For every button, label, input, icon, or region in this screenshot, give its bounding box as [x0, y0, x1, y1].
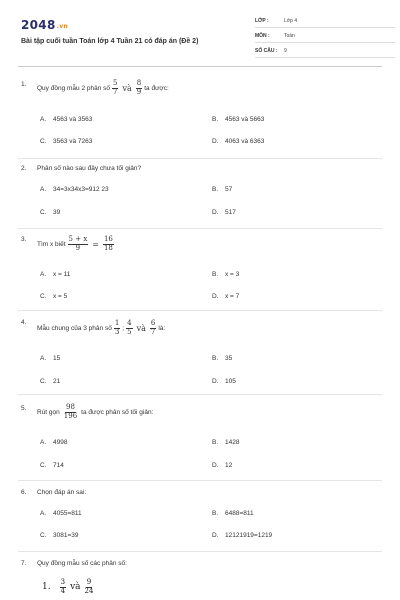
option-a[interactable] — [40, 510, 82, 517]
fraction-numerator: 98 — [66, 403, 75, 411]
question-divider — [18, 480, 382, 481]
meta-class — [255, 15, 395, 28]
fraction-denominator: 9 — [75, 243, 81, 252]
fraction — [85, 579, 94, 595]
fraction-denominator: 196 — [63, 411, 78, 420]
fraction-denominator: 18 — [103, 243, 113, 252]
sub-question-label: 1. — [42, 582, 51, 592]
option-d[interactable] — [212, 462, 232, 469]
fraction-numerator: 3 — [60, 578, 66, 586]
option-text: x = 5 — [53, 293, 68, 300]
fraction-numerator: 6 — [150, 319, 156, 327]
option-a[interactable] — [40, 271, 70, 278]
option-letter: D. — [212, 293, 219, 300]
option-text: 4063 và 6363 — [225, 138, 265, 145]
conjunction: và — [136, 323, 146, 333]
option-c[interactable] — [40, 209, 60, 216]
logo-text: 2048 — [21, 18, 56, 32]
question-text-before: Mẫu chung của 3 phân số — [37, 324, 112, 332]
fraction — [136, 80, 142, 96]
conjunction: và — [70, 582, 81, 592]
meta-count — [255, 45, 395, 58]
question-3 — [18, 230, 382, 310]
fraction-numerator: 5 + x — [68, 235, 88, 243]
option-letter: D. — [212, 138, 219, 145]
option-text: 714 — [53, 462, 64, 469]
question-text-before: Tìm x biết — [37, 240, 66, 248]
question-number: 1. — [21, 81, 27, 88]
question-text-after: là: — [158, 324, 166, 332]
separator: ; — [122, 324, 125, 332]
question-divider — [18, 228, 382, 229]
fraction-denominator: 7 — [150, 327, 156, 336]
option-b[interactable] — [212, 439, 239, 446]
sub-question-1 — [42, 579, 95, 595]
option-b[interactable] — [212, 186, 232, 193]
option-c[interactable] — [40, 293, 67, 300]
option-letter: B. — [212, 271, 219, 278]
option-letter: D. — [212, 378, 219, 385]
meta-subject-value: Toán — [284, 33, 295, 39]
option-text: 1428 — [225, 439, 240, 446]
option-text: x = 3 — [225, 271, 240, 278]
fraction — [114, 320, 120, 336]
header-divider — [18, 66, 382, 67]
question-number: 4. — [21, 319, 27, 326]
fraction-denominator: 9 — [136, 87, 142, 96]
option-text: 12 — [225, 462, 233, 469]
fraction-denominator: 24 — [84, 586, 94, 595]
option-text: 3563 và 7263 — [53, 138, 93, 145]
meta-subject — [255, 30, 395, 43]
option-text: x = 11 — [53, 271, 71, 278]
meta-count-label: SỐ CÂU : — [255, 48, 278, 54]
fraction — [112, 80, 118, 96]
option-d[interactable] — [212, 138, 264, 145]
question-text — [37, 404, 153, 420]
fraction-denominator: 4 — [60, 586, 66, 595]
question-divider — [18, 394, 382, 395]
option-b[interactable] — [212, 271, 239, 278]
option-letter: B. — [212, 439, 219, 446]
conjunction: và — [122, 83, 132, 93]
option-letter: C. — [40, 532, 47, 539]
equals-sign: = — [92, 239, 99, 249]
option-b[interactable] — [212, 510, 254, 517]
option-text: 4563 và 3563 — [53, 116, 93, 123]
document-title: Bài tập cuối tuần Toán lớp 4 Tuần 21 có đáp án (Đề 2) — [21, 38, 199, 45]
option-letter: C. — [40, 462, 47, 469]
question-divider — [18, 551, 382, 552]
question-number: 7. — [21, 560, 27, 567]
question-4 — [18, 312, 382, 394]
question-text — [37, 80, 169, 96]
option-letter: C. — [40, 378, 47, 385]
option-letter: B. — [212, 510, 219, 517]
document-header — [18, 14, 382, 66]
question-5 — [18, 396, 382, 480]
fraction-numerator: 9 — [86, 578, 92, 586]
option-text: 15 — [53, 355, 61, 362]
option-text: 4998 — [53, 439, 68, 446]
option-letter: A. — [40, 271, 47, 278]
option-a[interactable] — [40, 116, 92, 123]
question-7 — [18, 553, 382, 599]
option-text: 35 — [225, 355, 233, 362]
question-text — [37, 320, 165, 336]
option-letter: A. — [40, 439, 47, 446]
meta-count-value: 9 — [284, 48, 287, 54]
question-text-after: ta được phân số tối giản: — [81, 408, 154, 416]
option-b[interactable] — [212, 116, 264, 123]
fraction-denominator: 3 — [114, 327, 120, 336]
option-text: 3081=39 — [53, 532, 79, 539]
option-d[interactable] — [212, 532, 272, 539]
option-d[interactable] — [212, 209, 236, 216]
option-letter: A. — [40, 186, 47, 193]
option-text: 57 — [225, 186, 233, 193]
fraction — [126, 320, 132, 336]
meta-class-value: Lớp 4 — [284, 18, 298, 24]
fraction-numerator: 8 — [136, 79, 142, 87]
question-divider — [18, 310, 382, 311]
question-6 — [18, 482, 382, 552]
option-letter: C. — [40, 138, 47, 145]
option-a[interactable] — [40, 186, 109, 193]
fraction-numerator: 16 — [103, 235, 113, 243]
question-divider — [18, 158, 382, 159]
option-text: 4563 và 5663 — [225, 116, 265, 123]
option-d[interactable] — [212, 378, 236, 385]
fraction-numerator: 4 — [127, 319, 132, 327]
fraction — [103, 236, 114, 252]
meta-class-label: LỚP : — [255, 18, 269, 24]
question-text — [37, 236, 116, 252]
fraction-numerator: 5 — [113, 79, 118, 87]
option-letter: B. — [212, 355, 219, 362]
question-number: 3. — [21, 236, 27, 243]
option-letter: A. — [40, 510, 47, 517]
fraction-denominator: 7 — [113, 87, 118, 96]
option-letter: A. — [40, 355, 47, 362]
question-text-before: Quy đồng mẫu 2 phân số — [37, 84, 110, 92]
option-a[interactable] — [40, 439, 67, 446]
option-text: x = 7 — [225, 293, 240, 300]
option-text: 34=3x34x3=912 23 — [53, 186, 109, 193]
option-c[interactable] — [40, 138, 92, 145]
fraction-numerator: 1 — [114, 319, 120, 327]
question-1 — [18, 76, 382, 158]
option-letter: C. — [40, 209, 47, 216]
option-text: 12121919=1219 — [225, 532, 273, 539]
option-text: 39 — [53, 209, 61, 216]
option-b[interactable] — [212, 355, 232, 362]
question-text: Phân số nào sau đây chưa tối giản? — [37, 165, 142, 172]
option-text: 517 — [225, 209, 236, 216]
option-a[interactable] — [40, 355, 60, 362]
question-text-before: Rút gọn — [37, 408, 60, 416]
option-text: 21 — [53, 378, 61, 385]
option-letter: B. — [212, 186, 219, 193]
option-letter: D. — [212, 532, 219, 539]
option-letter: A. — [40, 116, 47, 123]
option-letter: D. — [212, 462, 219, 469]
site-logo[interactable] — [21, 18, 68, 32]
option-c[interactable] — [40, 378, 60, 385]
logo-suffix: .vn — [56, 23, 68, 30]
question-text: Quy đồng mẫu số các phân số: — [37, 560, 127, 567]
question-number: 6. — [21, 489, 27, 496]
fraction — [64, 404, 77, 420]
meta-subject-label: MÔN : — [255, 33, 270, 39]
option-c[interactable] — [40, 462, 64, 469]
question-number: 5. — [21, 405, 27, 412]
question-text: Chọn đáp án sai: — [37, 489, 87, 496]
fraction — [150, 320, 156, 336]
fraction — [60, 579, 66, 595]
option-text: 105 — [225, 378, 236, 385]
option-text: 4055=811 — [53, 510, 82, 517]
question-2 — [18, 160, 382, 230]
fraction-denominator: 5 — [127, 327, 132, 336]
option-letter: C. — [40, 293, 47, 300]
question-number: 2. — [21, 165, 27, 172]
option-d[interactable] — [212, 293, 239, 300]
option-letter: D. — [212, 209, 219, 216]
fraction — [68, 236, 89, 252]
option-letter: B. — [212, 116, 219, 123]
question-text-after: ta được: — [144, 84, 169, 92]
option-c[interactable] — [40, 532, 79, 539]
option-text: 6488=811 — [225, 510, 254, 517]
